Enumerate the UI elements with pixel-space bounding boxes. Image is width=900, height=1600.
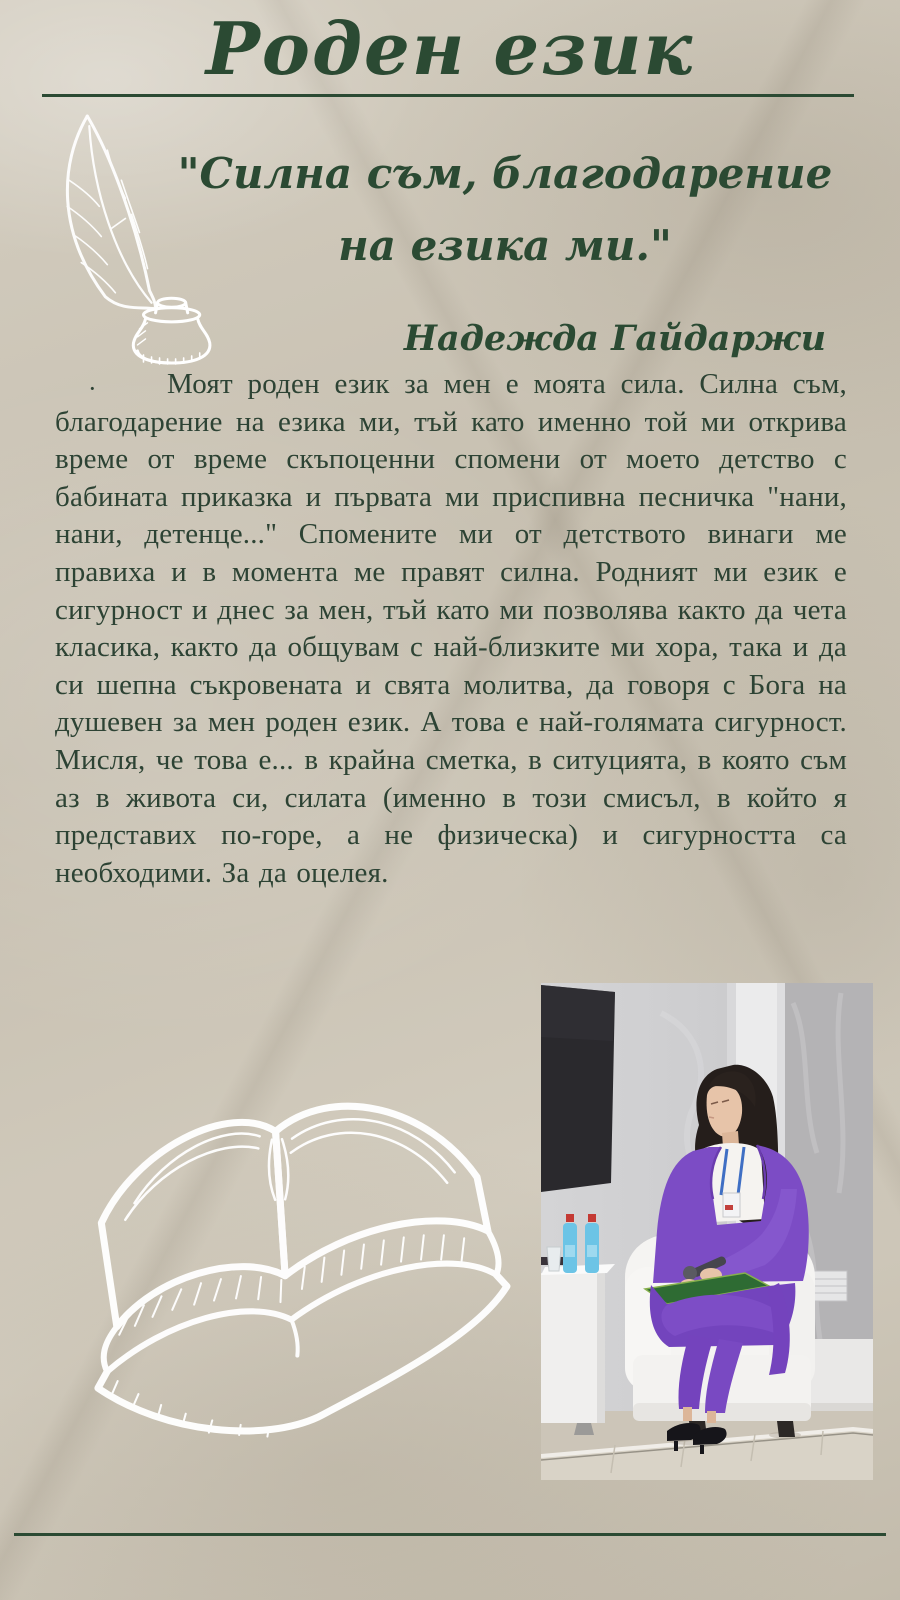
quote: [150, 138, 860, 282]
speaker-photo-illustration: [541, 983, 873, 1480]
title-underline: [42, 94, 854, 97]
open-book-icon: [30, 1023, 522, 1449]
paragraph-bullet: ·: [88, 374, 97, 403]
quote-line-2: на езика ми.": [338, 221, 672, 270]
footer-divider: [14, 1533, 886, 1536]
quote-line-1: "Силна съм, благодарение: [177, 149, 833, 198]
speaker-photo: [541, 983, 873, 1480]
body-paragraph: Моят роден език за мен е моята сила. Силна съм, благодарение на езика ми, тъй като именно той ми открива време от време скъпоценни спомени от моето детство с бабината приказка и първата ми приспивна песничка "нани, нани, детенце..." Спомените ми от детството винаги ме правиха и в момента ме правят силна. Родният ми език е сигурност и днес за мен, тъй като ми позволява както да чета класика, както да общувам с най-близките ми хора, така и да си шепна съкровената и свята молитва, да говоря с Бога на душевен за мен роден език. А това е най-голямата сигурност. Мисля, че това е... в крайна сметка, в ситуцията, в която съм аз в живота си, силата (именно в този смисъл, в който я представих по-горе, а не физическа) и сигурността са необходими. За да оцелея.: [55, 368, 847, 889]
author-name: Надежда Гайдаржи: [403, 318, 827, 359]
page-title: Роден език: [205, 6, 695, 91]
